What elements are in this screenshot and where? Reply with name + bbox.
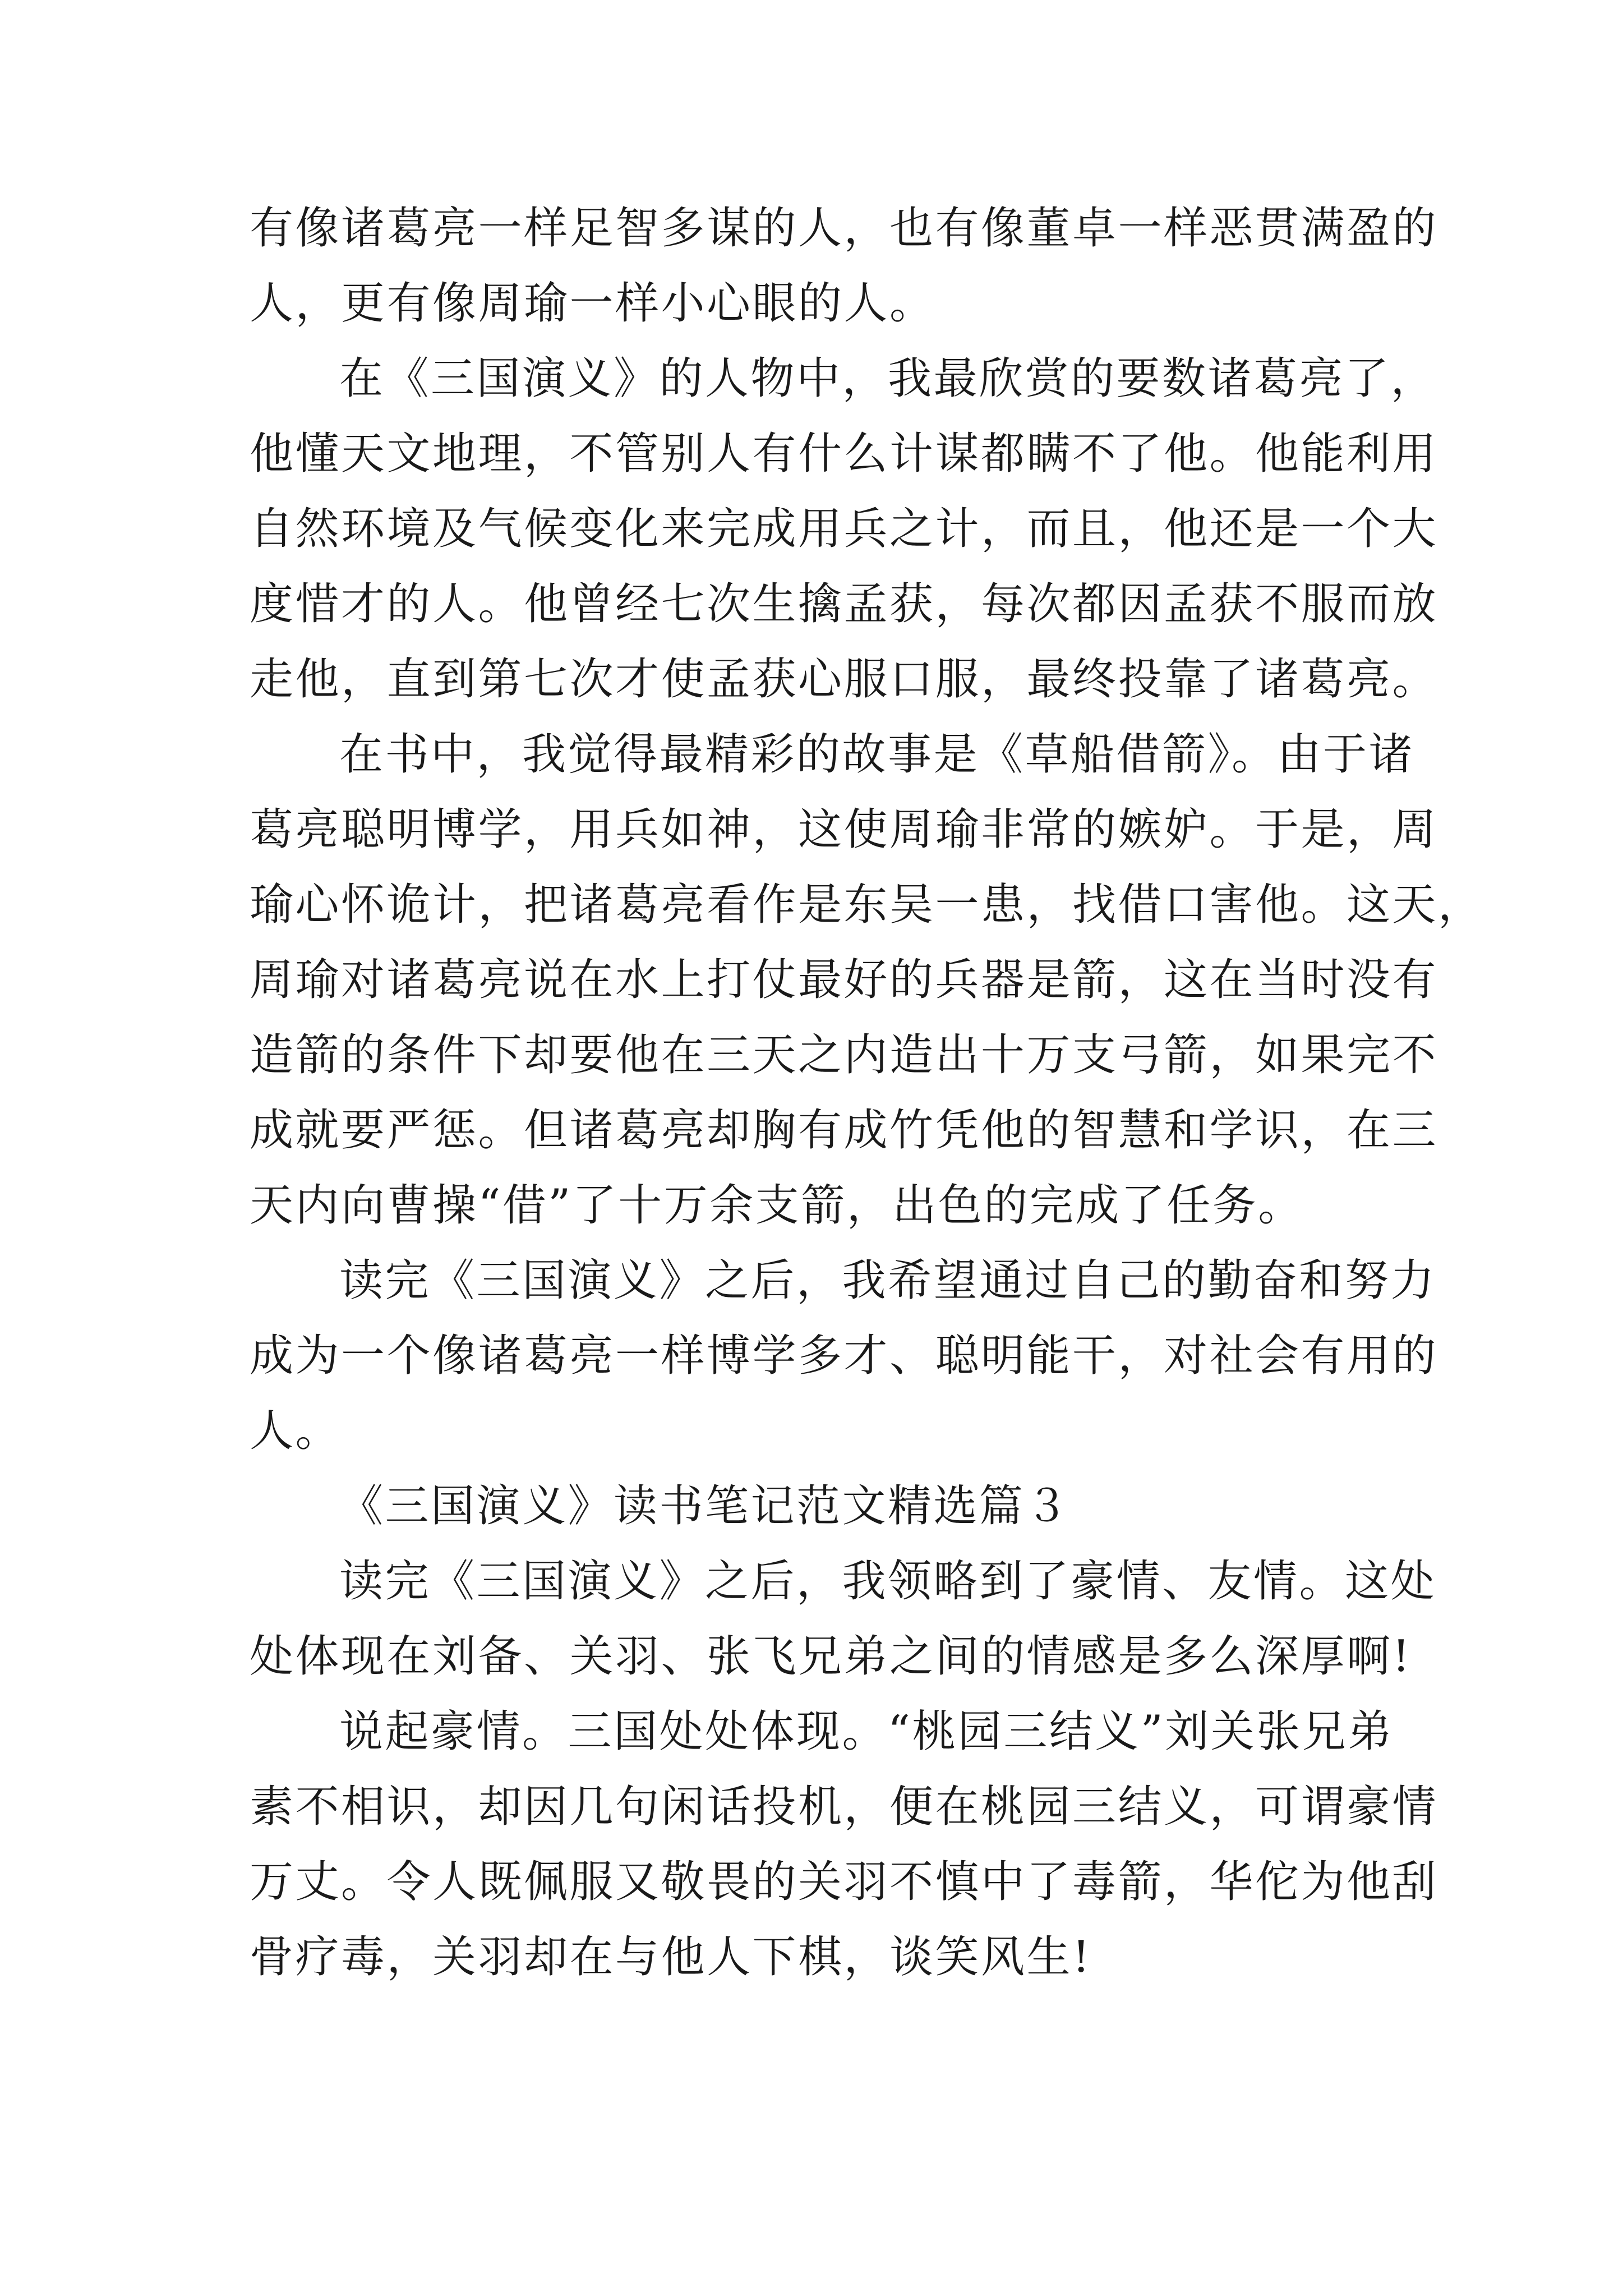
text-line: 度惜才的人。他曾经七次生擒孟获，每次都因孟获不服而放 [250, 579, 1438, 629]
text-line: 人。 [250, 1406, 342, 1456]
text-line: 瑜心怀诡计，把诸葛亮看作是东吴一患，找借口害他。这天， [250, 880, 1484, 930]
paragraph-start-line: 读完《三国演义》之后，我领略到了豪情、友情。这处 [339, 1556, 1437, 1607]
text-line: 葛亮聪明博学，用兵如神，这使周瑜非常的嫉妒。于是，周 [250, 804, 1438, 855]
paragraph-start-line: 在《三国演义》的人物中，我最欣赏的要数诸葛亮了， [339, 353, 1437, 404]
paragraph-start-line: 读完《三国演义》之后，我希望通过自己的勤奋和努力 [339, 1255, 1437, 1306]
text-line: 处体现在刘备、关羽、张飞兄弟之间的情感是多么深厚啊! [250, 1631, 1412, 1682]
text-line: 自然环境及气候变化来完成用兵之计，而且，他还是一个大 [250, 504, 1438, 554]
text-line: 人，更有像周瑜一样小心眼的人。 [250, 278, 935, 329]
text-line: 成为一个像诸葛亮一样博学多才、聪明能干，对社会有用的 [250, 1331, 1438, 1381]
text-line: 天内向曹操“借”了十万余支箭，出色的完成了任务。 [250, 1180, 1304, 1231]
text-line: 有像诸葛亮一样足智多谋的人，也有像董卓一样恶贯满盈的 [250, 203, 1438, 254]
text-line: 骨疗毒，关羽却在与他人下棋，谈笑风生! [250, 1932, 1092, 1982]
text-line: 周瑜对诸葛亮说在水上打仗最好的兵器是箭，这在当时没有 [250, 955, 1438, 1005]
text-line: 造箭的条件下却要他在三天之内造出十万支弓箭，如果完不 [250, 1030, 1438, 1080]
text-line: 素不相识，却因几句闲话投机，便在桃园三结义，可谓豪情 [250, 1782, 1438, 1832]
text-line: 他懂天文地理，不管别人有什么计谋都瞒不了他。他能利用 [250, 429, 1438, 479]
paragraph-start-line: 在书中，我觉得最精彩的故事是《草船借箭》。由于诸 [339, 729, 1415, 780]
paragraph-start-line: 说起豪情。三国处处体现。“桃园三结义”刘关张兄弟 [339, 1706, 1394, 1757]
document-body [250, 191, 1484, 1995]
text-line: 万丈。令人既佩服又敬畏的关羽不慎中了毒箭，华佗为他刮 [250, 1857, 1438, 1907]
section-heading: 《三国演义》读书笔记范文精选篇３ [339, 1481, 1071, 1531]
text-line: 成就要严惩。但诸葛亮却胸有成竹凭他的智慧和学识，在三 [250, 1105, 1438, 1156]
text-line: 走他，直到第七次才使孟获心服口服，最终投靠了诸葛亮。 [250, 654, 1438, 705]
